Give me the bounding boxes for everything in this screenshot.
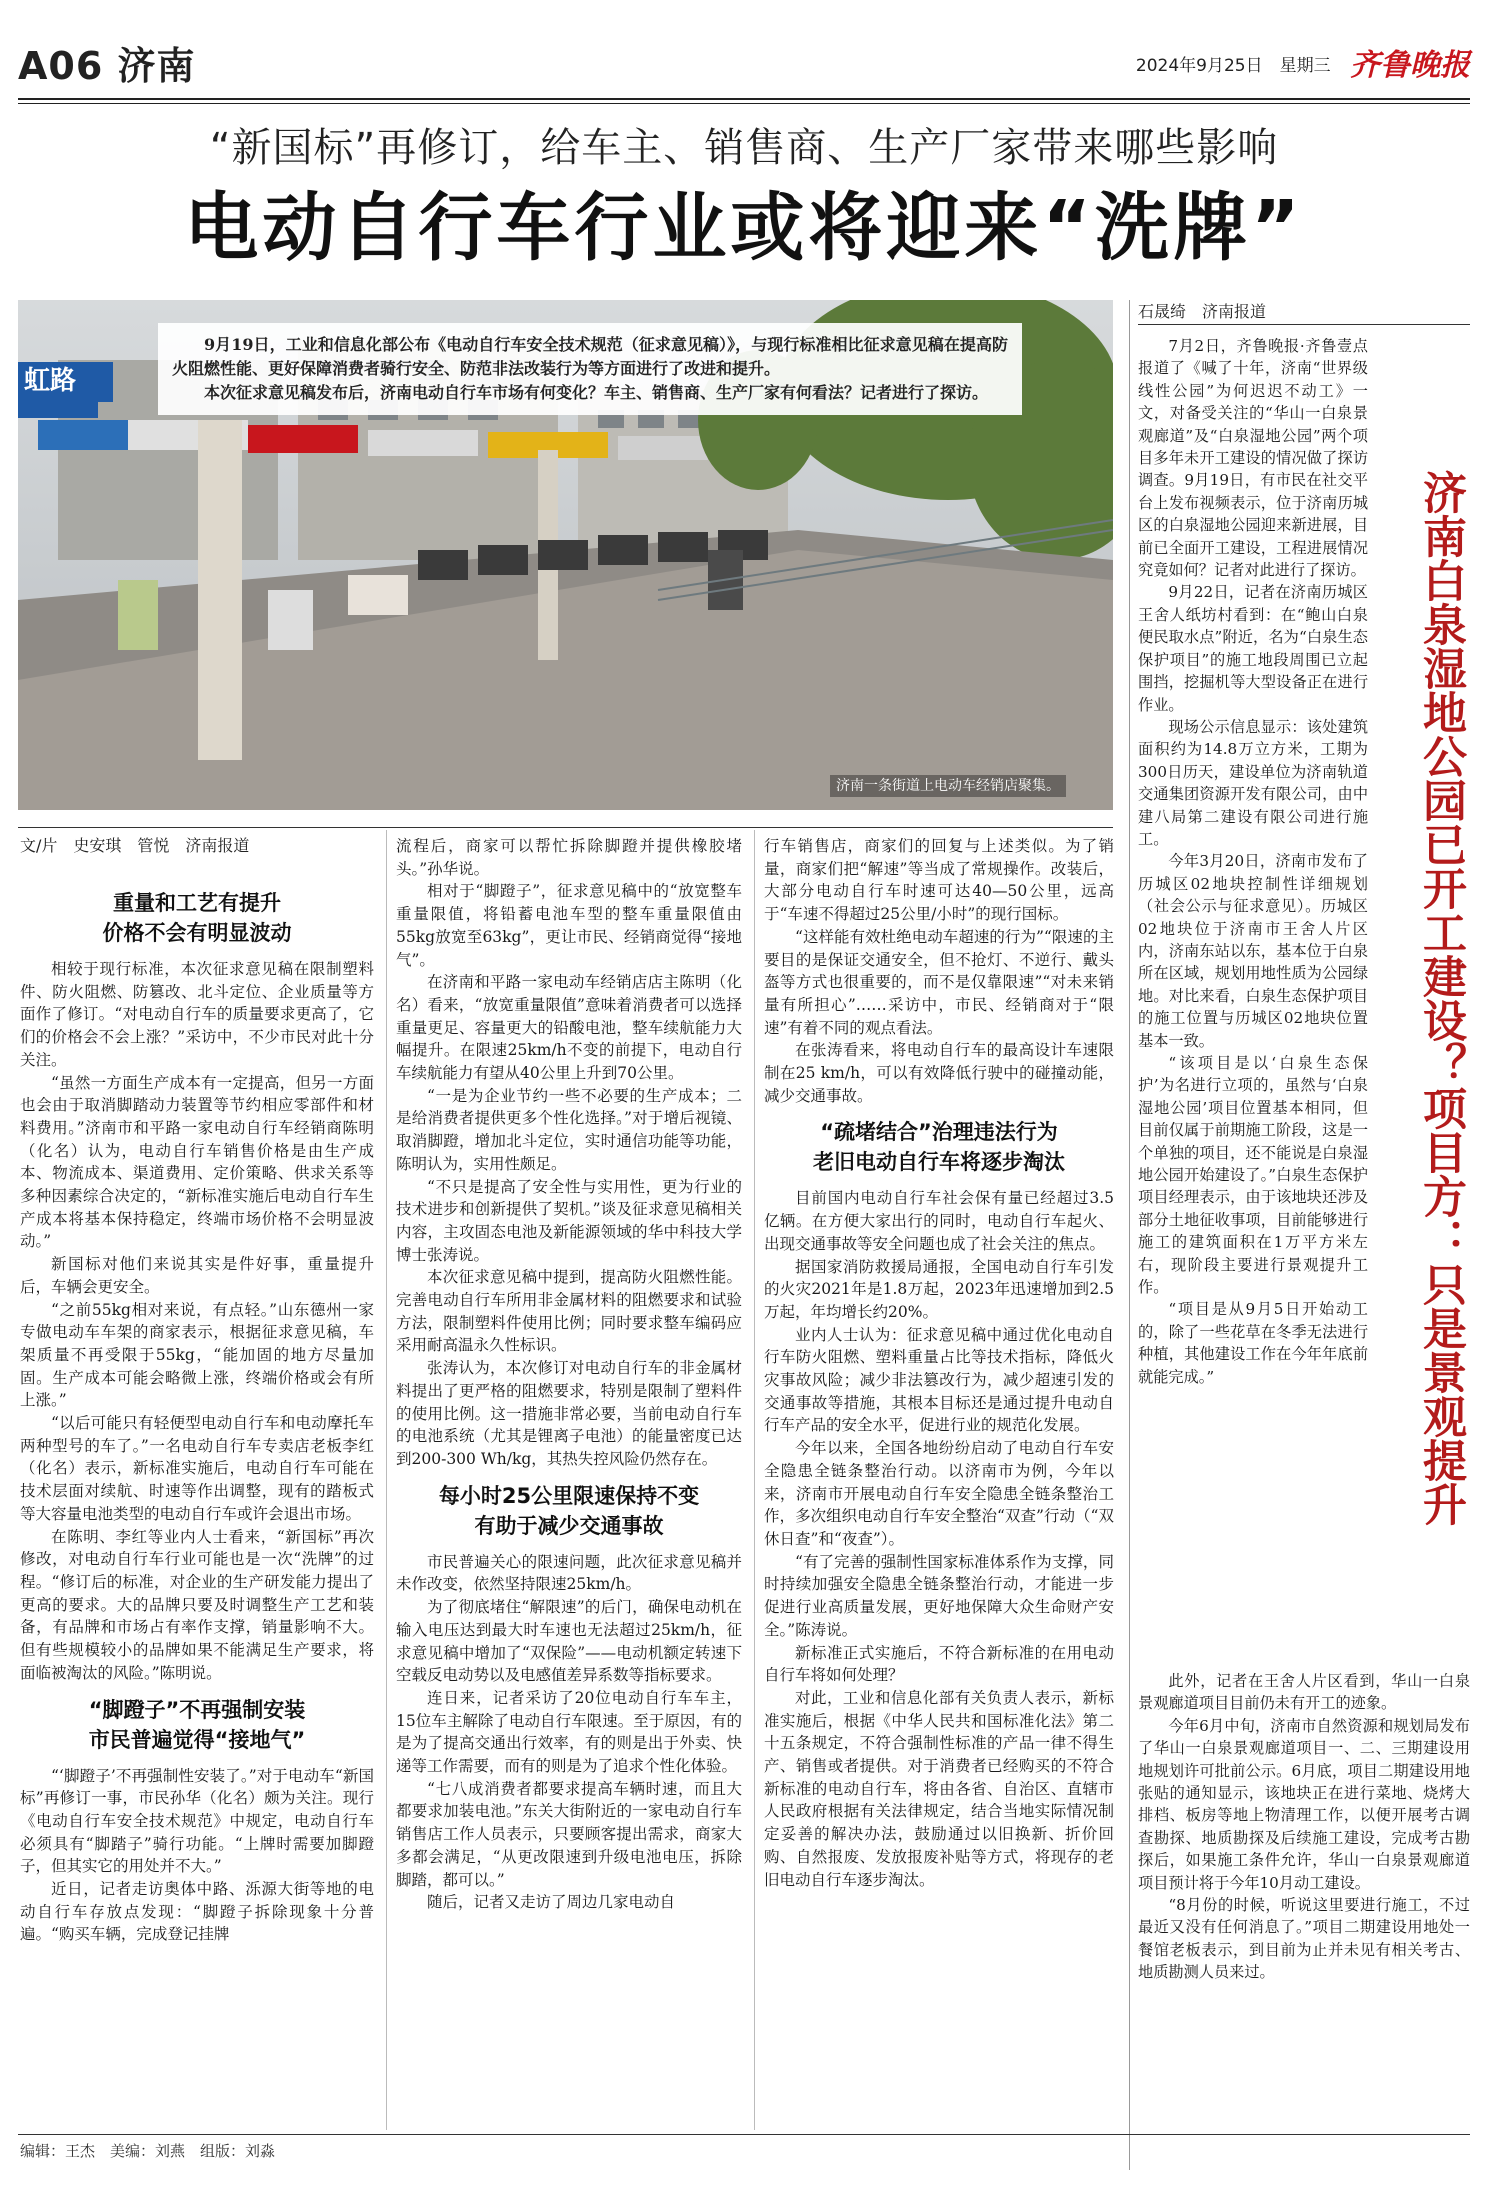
sidebar-column-bottom <box>1138 1670 1470 1984</box>
paragraph: 相较于现行标准，本次征求意见稿在限制塑料件、防火阻燃、防篡改、北斗定位、企业质量等方面作了修订。“对电动自行车的质量要求更高了，它们的价格会不会上涨？”采访中，不少市民对此十分关注。 <box>20 960 374 1069</box>
paragraph: 据国家消防救援局通报，全国电动自行车引发的火灾2021年是1.8万起，2023年迅速增加到2.5万起，年均增长约20%。 <box>764 1257 1114 1321</box>
paragraph: 目前国内电动自行车社会保有量已经超过3.5亿辆。在方便大家出行的同时，电动自行车起火、出现交通事故等安全问题也成了社会关注的焦点。 <box>764 1189 1114 1253</box>
article-lead <box>158 323 1022 415</box>
article-column-1 <box>20 878 374 1946</box>
article-subtitle: “新国标”再修订，给车主、销售商、生产厂家带来哪些影响 <box>209 125 1279 171</box>
header-rule <box>18 98 1470 100</box>
paragraph: “项目是从9月5日开始动工的，除了一些花草在冬季无法进行种植，其他建设工作在今年年底前就能完成。” <box>1138 1300 1368 1386</box>
paragraph: 7月2日，齐鲁晚报·齐鲁壹点报道了《喊了十年，济南“世界级线性公园”为何迟迟不动工》一文，对备受关注的“华山一白泉景观廊道”及“白泉湿地公园”两个项目多年未开工建设的情况做了探访调查。9月19日，有市民在社交平台上发布视频表示，位于济南历城区的白泉湿地公园迎来新进展，目前已全面开工建设，工程进展情况究竟如何？记者对此进行了探访。 <box>1138 337 1368 580</box>
column-divider <box>754 830 755 2130</box>
issue-weekday: 星期三 <box>1279 56 1331 76</box>
paragraph: 对此，工业和信息化部有关负责人表示，新标准实施后，根据《中华人民共和国标准化法》第二十五条规定，不符合强制性标准的产品一律不得生产、销售或者提供。对于消费者已经购买的不符合新标准的电动自行车，将由各省、自治区、直辖市人民政府根据有关法律规定，结合当地实际情况制定妥善的解决办法，鼓励通过以旧换新、折价回购、自然报废、发放报废补贴等方式，将现存的老旧电动自行车逐步淘汰。 <box>764 1688 1114 1889</box>
paragraph: 现场公示信息显示：该处建筑面积约为14.8万立方米，工期为300日历天，建设单位为济南轨道交通集团资源开发有限公司，由中建八局第二建设有限公司进行施工。 <box>1138 717 1368 848</box>
paragraph: “该项目是以‘白泉生态保护’为名进行立项的，虽然与‘白泉湿地公园’项目位置基本相同，但目前仅属于前期施工阶段，这是一个单独的项目，还不能说是白泉湿地公园开始建设了。”白泉生态保护项目经理表示，由于该地块还涉及部分土地征收事项，目前能够进行施工的建筑面积在1万平方米左右，现阶段主要进行景观提升工作。 <box>1138 1054 1368 1297</box>
paragraph: “一是为企业节约一些不必要的生产成本；二是给消费者提供更多个性化选择。”对于增后视镜、取消脚蹬，增加北斗定位，实时通信功能等功能，陈明认为，实用性颇足。 <box>396 1086 742 1173</box>
paragraph: 市民普遍关心的限速问题，此次征求意见稿并未作改变，依然坚持限速25km/h。 <box>396 1552 742 1594</box>
paragraph: 流程后，商家可以帮忙拆除脚蹬并提供橡胶堵头。”孙华说。 <box>396 837 742 878</box>
paragraph: 张涛认为，本次修订对电动自行车的非金属材料提出了更严格的阻燃要求，特别是限制了塑料件的使用比例。这一措施非常必要，当前电动自行车的电池系统（尤其是锂离子电池）的能量密度已达到200-300 Wh/kg，其热失控风险仍然存在。 <box>396 1359 742 1468</box>
article-column-3 <box>764 835 1114 1891</box>
sidebar-column <box>1138 335 1368 1388</box>
paragraph: “虽然一方面生产成本有一定提高，但另一方面也会由于取消脚踏动力装置等节约相应零部件和材料费用。”济南市和平路一家电动自行车经销商陈明（化名）认为，电动自行车销售价格是由生产成本、物流成本、渠道费用、定价策略、供求关系等多种因素综合决定的，“新标准实施后电动自行车生产成本将基本保持稳定，终端市场价格不会明显波动。” <box>20 1073 374 1251</box>
paragraph: 在张涛看来，将电动自行车的最高设计车速限制在25 km/h，可以有效降低行驶中的碰撞动能，减少交通事故。 <box>764 1041 1114 1105</box>
paragraph: 今年3月20日，济南市发布了历城区02地块控制性详细规划（社会公示与征求意见）。历城区02地块位于济南市王舍人片区内，济南东站以东，基本位于白泉所在区域，规划用地性质为公园绿地。对比来看，白泉生态保护项目的施工位置与历城区02地块位置基本一致。 <box>1138 852 1368 1050</box>
paragraph: 今年以来，全国各地纷纷启动了电动自行车安全隐患全链条整治行动。以济南市为例，今年以来，济南市开展电动自行车安全隐患全链条整治工作，多次组织电动自行车安全整治“双查”行动（“双休日查”和“夜查”）。 <box>764 1439 1114 1548</box>
editor-credits: 编辑：王杰 美编：刘燕 组版：刘淼 <box>20 2142 276 2160</box>
sidebar-title: 济南白泉湿地公园已开工建设？项目方：只是景观提升 <box>1415 470 1466 1526</box>
issue-date: 2024年9月25日 <box>1135 56 1263 76</box>
paragraph: 此外，记者在王舍人片区看到，华山一白泉景观廊道项目目前仍未有开工的迹象。 <box>1138 1672 1470 1713</box>
paragraph: “七八成消费者都要求提高车辆时速，而且大都要求加装电池。”东关大街附近的一家电动自行车销售店工作人员表示，只要顾客提出需求，商家大多都会满足，“从更改限速到升级电池电压，拆除脚踏，都可以。” <box>396 1779 742 1889</box>
paragraph: 随后，记者又走访了周边几家电动自 <box>427 1893 676 1912</box>
photo-caption: 济南一条街道上电动车经销店聚集。 <box>830 775 1066 797</box>
paragraph: 连日来，记者采访了20位电动自行车车主，15位车主解除了电动自行车限速。至于原因，有的是为了提高交通出行效率，有的则是出于外卖、快递等工作需要，而有的则是为了追求个性化体验。 <box>396 1688 742 1776</box>
column-rule <box>18 827 1113 828</box>
paragraph: “以后可能只有轻便型电动自行车和电动摩托车两种型号的车了。”一名电动自行车专卖店老板李红（化名）表示，新标准实施后，电动自行车可能在技术层面对续航、时速等作出调整，现有的踏板式等大容量电池类型的电动自行车或许会退出市场。 <box>20 1414 374 1523</box>
section-heading: “脚蹬子”不再强制安装 市民普遍觉得“接地气” <box>88 1697 306 1752</box>
lead-paragraph: 9月19日，工业和信息化部公布《电动自行车安全技术规范（征求意见稿）》，与现行标准相比征求意见稿在提高防火阻燃性能、更好保障消费者骑行安全、防范非法改装行为等方面进行了改进和提升。 <box>172 335 1008 378</box>
paragraph: “8月份的时候，听说这里要进行施工，不过最近又没有任何消息了。”项目二期建设用地处一餐馆老板表示，到目前为止并未见有相关考古、地质勘测人员来过。 <box>1138 1896 1470 1982</box>
road-sign-text: 虹路 <box>24 366 77 396</box>
paragraph: “这样能有效杜绝电动车超速的行为”“限速的主要目的是保证交通安全，但不抢灯、不逆行、戴头盔等方式也很重要的，而不是仅靠限速”“对未来销量有所担心”……采访中，市民、经销商对于“限速”有着不同的观点看法。 <box>764 927 1114 1037</box>
header-rule-thin <box>18 103 1470 104</box>
section-heading: “疏堵结合”治理违法行为 老旧电动自行车将逐步淘汰 <box>813 1120 1065 1175</box>
paragraph: 新标准正式实施后，不符合新标准的在用电动自行车将如何处理？ <box>764 1643 1114 1685</box>
section-heading: 每小时25公里限速保持不变 有助于减少交通事故 <box>438 1483 700 1538</box>
paragraph: 本次征求意见稿中提到，提高防火阻燃性能。完善电动自行车所用非金属材料的阻燃要求和试验方法，限制塑料件使用比例；同时要求整车编码应采用耐高温永久性标识。 <box>396 1268 742 1355</box>
paragraph: “‘脚蹬子’不再强制性安装了。”对于电动车“新国标”再修订一事，市民孙华（化名）颇为关注。现行《电动自行车安全技术规范》中规定，电动自行车必须具有“脚踏子”骑行功能。“上牌时需要加脚蹬子，但其实它的用处并不大。” <box>20 1766 374 1876</box>
sidebar-divider <box>1129 300 1130 2170</box>
page-meta <box>1136 46 1470 86</box>
page-number: A06 <box>18 44 104 88</box>
sidebar-byline: 石晟绮 济南报道 <box>1138 300 1470 325</box>
paragraph: “之前55kg相对来说，有点轻。”山东德州一家专做电动车车架的商家表示，根据征求意见稿，车架质量不再受限于55kg，“能加固的地方尽量加固。生产成本可能会略微上涨，终端价格或会有所上涨。” <box>20 1300 374 1410</box>
page-section <box>18 38 196 94</box>
paragraph: 在陈明、李红等业内人士看来，“新国标”再次修改，对电动自行车行业可能也是一次“洗牌”的过程。“修订后的标准，对企业的生产研发能力提出了更高的要求。大的品牌只要及时调整生产工艺和装备，有品牌和市场占有率作支撑，销量影响不大。但有些规模较小的品牌如果不能满足生产要求，将面临被淘汰的风险。”陈明说。 <box>20 1527 374 1682</box>
article-byline: 文/片 史安琪 管悦 济南报道 <box>20 836 250 855</box>
paragraph: 9月22日，记者在济南历城区王舍人纸坊村看到：在“鲍山白泉便民取水点”附近，名为“白泉生态保护项目”的施工地段周围已立起围挡，挖掘机等大型设备正在进行作业。 <box>1138 583 1368 714</box>
article-column-2 <box>396 835 742 1914</box>
paragraph: 今年6月中旬，济南市自然资源和规划局发布了华山一白泉景观廊道项目一、二、三期建设用地规划许可批前公示。6月底，项目二期建设用地张贴的通知显示，该地块正在进行菜地、烧烤大排档、板房等地上物清理工作，以便开展考古调查勘探、地质勘探及后续施工建设，完成考古勘探后，如果施工条件允许，华山一白泉景观廊道项目预计将于今年10月动工建设。 <box>1138 1716 1470 1892</box>
paragraph: 近日，记者走访奥体中路、泺源大街等地的电动自行车存放点发现：“脚蹬子拆除现象十分普遍。“购买车辆，完成登记挂牌 <box>20 1880 374 1944</box>
column-divider <box>386 830 387 2130</box>
paragraph: 为了彻底堵住“解限速”的后门，确保电动机在输入电压达到最大时车速也无法超过25km/h，征求意见稿中增加了“双保险”——电动机额定转速下空载反电动势以及电感值差异系数等指标要求。 <box>396 1598 742 1685</box>
paragraph: 在济南和平路一家电动车经销店店主陈明（化名）看来，“放宽重量限值”意味着消费者可以选择重量更足、容量更大的铅酸电池，整车续航能力大幅提升。在限速25km/h不变的前提下，电动自行车续航能力有望从40公里上升到70公里。 <box>396 973 742 1083</box>
section-name: 济南 <box>117 44 196 88</box>
section-heading: 重量和工艺有提升 价格不会有明显波动 <box>102 891 292 945</box>
paragraph: 新国标对他们来说其实是件好事，重量提升后，车辆会更安全。 <box>20 1255 374 1296</box>
article-title: 电动自行车行业或将迎来“洗牌” <box>184 185 1304 271</box>
paragraph: “有了完善的强制性国家标准体系作为支撑，同时持续加强安全隐患全链条整治行动，才能进一步促进行业高质量发展，更好地保障大众生命财产安全。”陈涛说。 <box>764 1552 1114 1639</box>
paragraph: 相对于“脚蹬子”，征求意见稿中的“放宽整车重量限值，将铅蓄电池车型的整车重量限值由55kg放宽至63kg”，更让市民、经销商觉得“接地气”。 <box>396 882 742 969</box>
lead-paragraph: 本次征求意见稿发布后，济南电动自行车市场有何变化？车主、销售商、生产厂家有何看法？记者进行了探访。 <box>204 383 989 402</box>
footer-rule <box>18 2134 1470 2135</box>
paragraph: 行车销售店，商家们的回复与上述类似。为了销量，商家们把“解速”等当成了常规操作。改装后，大部分电动自行车时速可达40—50公里，远高于“车速不得超过25公里/小时”的现行国标。 <box>764 837 1114 924</box>
page-header <box>18 38 1470 98</box>
newspaper-logo: 齐鲁晚报 <box>1350 48 1470 83</box>
paragraph: “不只是提高了安全性与实用性，更为行业的技术进步和创新提供了契机。”谈及征求意见稿相关内容，主攻固态电池及新能源领域的华中科技大学博士张涛说。 <box>396 1177 742 1264</box>
paragraph: 业内人士认为：征求意见稿中通过优化电动自行车防火阻燃、塑料重量占比等技术指标，降低火灾事故风险；减少非法篡改行为，减少超速引发的交通事故等措施，其根本目标还是通过提升电动自行车产品的安全水平，促进行业的规范化发展。 <box>764 1325 1114 1435</box>
